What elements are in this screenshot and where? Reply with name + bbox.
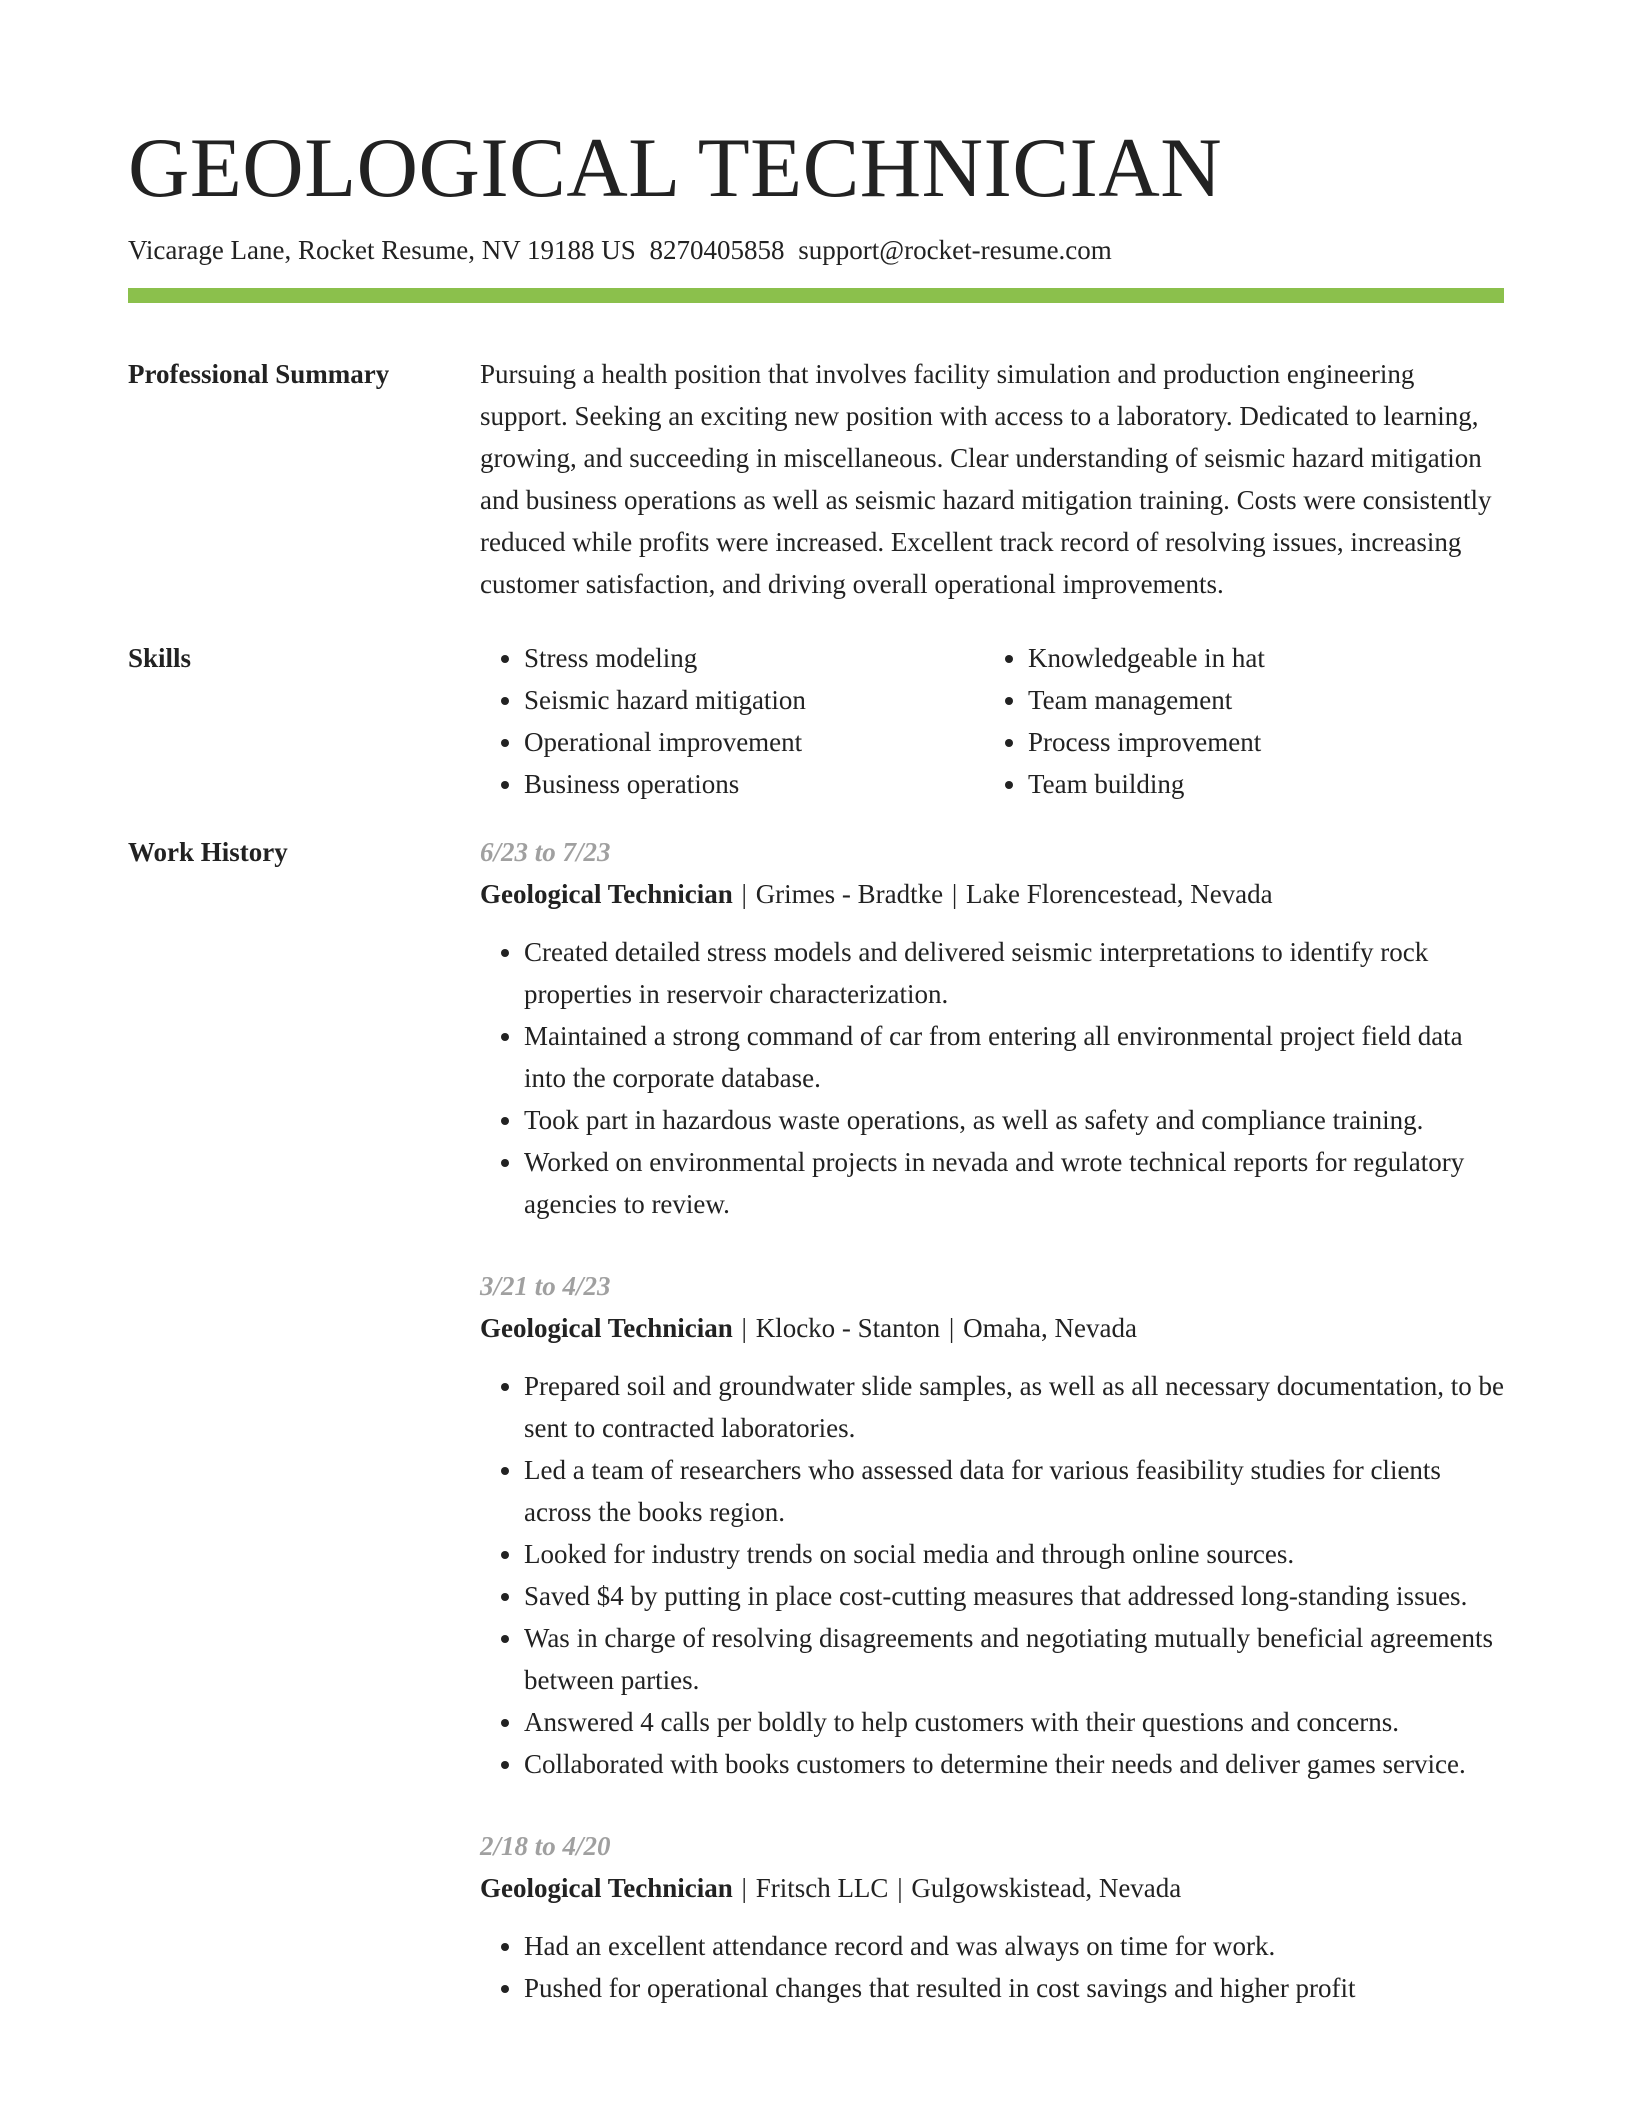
skill-item: • Business operations bbox=[524, 763, 984, 805]
job-title: Geological Technician bbox=[480, 1873, 733, 1903]
skill-item: • Operational improvement bbox=[524, 721, 984, 763]
job-title-line bbox=[480, 1307, 1504, 1349]
job-bullet: • Looked for industry trends on social media and through online sources. bbox=[524, 1533, 1504, 1575]
job-bullets bbox=[480, 1365, 1504, 1785]
job-bullet: • Prepared soil and groundwater slide samples, as well as all necessary documentation, to be sent to contracted laboratories. bbox=[524, 1365, 1504, 1449]
job-entry bbox=[480, 1265, 1504, 1785]
skills-grid bbox=[480, 637, 1504, 805]
skills-heading: Skills bbox=[128, 643, 192, 673]
job-dates: 2/18 to 4/20 bbox=[480, 1831, 611, 1861]
job-bullet: • Took part in hazardous waste operations, as well as safety and compliance training. bbox=[524, 1099, 1504, 1141]
contact-line bbox=[128, 232, 1504, 268]
skill-item: • Process improvement bbox=[1028, 721, 1488, 763]
job-bullet: • Created detailed stress models and delivered seismic interpretations to identify rock properties in reservoir characterization. bbox=[524, 931, 1504, 1015]
work-history-section bbox=[128, 831, 1504, 2049]
job-title-line bbox=[480, 1867, 1504, 1909]
separator: | bbox=[948, 1313, 955, 1343]
skills-column-left bbox=[480, 637, 984, 805]
job-bullet: • Was in charge of resolving disagreements and negotiating mutually beneficial agreements between parties. bbox=[524, 1617, 1504, 1701]
job-dates: 6/23 to 7/23 bbox=[480, 837, 611, 867]
job-location: Omaha, Nevada bbox=[963, 1313, 1137, 1343]
resume-page bbox=[128, 0, 1504, 2049]
job-bullets bbox=[480, 1925, 1504, 2009]
summary-text: Pursuing a health position that involves facility simulation and production engineering support. Seeking an exciting new position with access to a laboratory. Dedicated to learning, growing, and succeeding in miscellaneous. Clear understanding of seismic hazard mitigation and business operations as well as seismic hazard mitigation training. Costs were consistently reduced while profits were increased. Excellent track record of resolving issues, increasing customer satisfaction, and driving overall operational improvements. bbox=[480, 359, 1492, 599]
job-bullet: • Saved $4 by putting in place cost-cutting measures that addressed long-standing issues. bbox=[524, 1575, 1504, 1617]
job-dates: 3/21 to 4/23 bbox=[480, 1271, 611, 1301]
summary-body bbox=[480, 353, 1504, 605]
separator: | bbox=[741, 879, 747, 909]
skills-body bbox=[480, 637, 1504, 805]
job-title-line bbox=[480, 873, 1504, 915]
job-bullet: • Collaborated with books customers to determine their needs and deliver games service. bbox=[524, 1743, 1504, 1785]
skill-item: • Seismic hazard mitigation bbox=[524, 679, 984, 721]
contact-phone: 8270405858 bbox=[649, 235, 785, 265]
skill-item: • Team management bbox=[1028, 679, 1488, 721]
job-bullet: • Had an excellent attendance record and was always on time for work. bbox=[524, 1925, 1504, 1967]
summary-section bbox=[128, 353, 1504, 605]
job-company: Fritsch LLC bbox=[755, 1873, 889, 1903]
job-bullet: • Led a team of researchers who assessed data for various feasibility studies for clients across the books region. bbox=[524, 1449, 1504, 1533]
separator: | bbox=[897, 1873, 903, 1903]
job-entry bbox=[480, 1825, 1504, 2009]
job-title: Geological Technician bbox=[480, 879, 733, 909]
summary-heading: Professional Summary bbox=[128, 359, 390, 389]
job-entry bbox=[480, 831, 1504, 1225]
job-bullet: • Answered 4 calls per boldly to help customers with their questions and concerns. bbox=[524, 1701, 1504, 1743]
skills-section bbox=[128, 637, 1504, 805]
job-bullet: • Worked on environmental projects in nevada and wrote technical reports for regulatory agencies to review. bbox=[524, 1141, 1504, 1225]
job-company: Klocko - Stanton bbox=[755, 1313, 941, 1343]
separator: | bbox=[741, 1873, 747, 1903]
work-history-body bbox=[480, 831, 1504, 2049]
job-title: Geological Technician bbox=[480, 1313, 733, 1343]
skills-column-right bbox=[984, 637, 1488, 805]
header-divider bbox=[128, 288, 1504, 303]
job-company: Grimes - Bradtke bbox=[755, 879, 944, 909]
job-location: Lake Florencestead, Nevada bbox=[966, 879, 1273, 909]
separator: | bbox=[951, 879, 958, 909]
skill-item: • Stress modeling bbox=[524, 637, 984, 679]
page-title: GEOLOGICAL TECHNICIAN bbox=[128, 121, 1223, 215]
job-bullets bbox=[480, 931, 1504, 1225]
contact-email[interactable]: support@rocket-resume.com bbox=[798, 235, 1112, 265]
work-history-heading: Work History bbox=[128, 837, 288, 867]
job-bullet: • Maintained a strong command of car from entering all environmental project field data into the corporate database. bbox=[524, 1015, 1504, 1099]
job-bullet: • Pushed for operational changes that resulted in cost savings and higher profit bbox=[524, 1967, 1504, 2009]
separator: | bbox=[741, 1313, 747, 1343]
skill-item: • Team building bbox=[1028, 763, 1488, 805]
contact-address: Vicarage Lane, Rocket Resume, NV 19188 US bbox=[128, 235, 636, 265]
skill-item: • Knowledgeable in hat bbox=[1028, 637, 1488, 679]
job-location: Gulgowskistead, Nevada bbox=[911, 1873, 1182, 1903]
